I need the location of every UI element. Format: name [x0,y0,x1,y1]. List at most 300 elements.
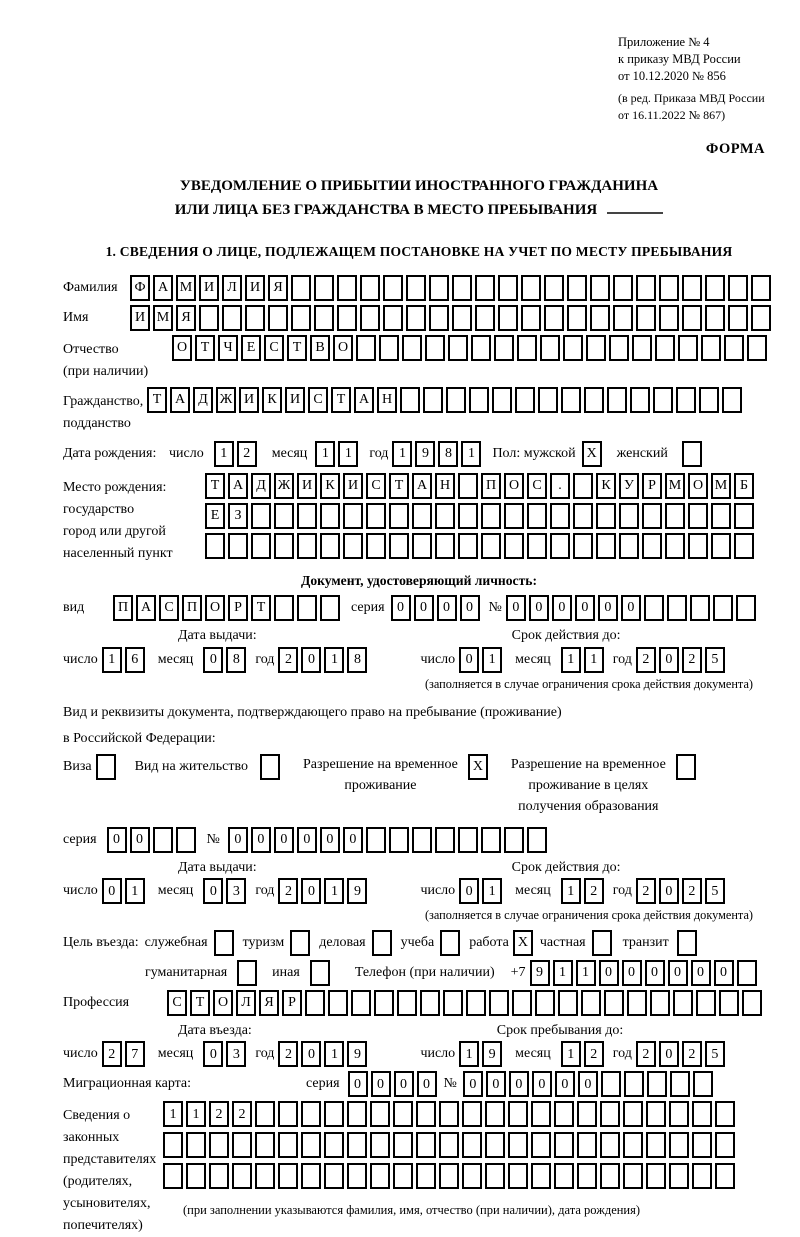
char-cell[interactable] [466,990,486,1016]
char-cell[interactable] [278,1163,298,1189]
char-cell[interactable]: 8 [438,441,458,467]
char-cell[interactable] [747,335,767,361]
char-cell[interactable]: . [550,473,570,499]
char-cell[interactable]: 9 [347,878,367,904]
char-cell[interactable] [481,827,501,853]
char-cell[interactable] [163,1132,183,1158]
char-cell[interactable] [448,335,468,361]
char-cell[interactable]: С [264,335,284,361]
char-cell[interactable] [670,1071,690,1097]
char-cell[interactable]: С [366,473,386,499]
char-cell[interactable] [324,1101,344,1127]
char-cell[interactable] [540,335,560,361]
char-cell[interactable] [715,1101,735,1127]
char-cell[interactable] [274,533,294,559]
char-cell[interactable] [343,503,363,529]
char-cell[interactable]: П [182,595,202,621]
char-cell[interactable]: Т [287,335,307,361]
char-cell[interactable] [705,275,725,301]
char-cell[interactable] [320,503,340,529]
char-cell[interactable] [310,960,330,986]
char-cell[interactable]: 3 [226,1041,246,1067]
char-cell[interactable]: 2 [232,1101,252,1127]
char-cell[interactable]: 2 [278,647,298,673]
char-cell[interactable] [504,533,524,559]
char-cell[interactable]: 1 [561,1041,581,1067]
char-cell[interactable]: 2 [682,1041,702,1067]
char-cell[interactable] [416,1101,436,1127]
char-cell[interactable] [278,1132,298,1158]
char-cell[interactable] [609,335,629,361]
char-cell[interactable]: П [113,595,133,621]
char-cell[interactable] [237,960,257,986]
char-cell[interactable] [435,533,455,559]
char-cell[interactable] [406,305,426,331]
char-cell[interactable] [561,387,581,413]
char-cell[interactable] [592,930,612,956]
char-cell[interactable]: 3 [226,878,246,904]
char-cell[interactable]: 0 [621,595,641,621]
char-cell[interactable] [360,305,380,331]
char-cell[interactable] [222,305,242,331]
char-cell[interactable]: X [582,441,602,467]
char-cell[interactable]: Я [259,990,279,1016]
char-cell[interactable] [305,990,325,1016]
char-cell[interactable]: З [228,503,248,529]
char-cell[interactable] [301,1132,321,1158]
char-cell[interactable] [504,503,524,529]
char-cell[interactable]: 0 [274,827,294,853]
char-cell[interactable] [544,305,564,331]
char-cell[interactable] [389,503,409,529]
char-cell[interactable]: Т [147,387,167,413]
char-cell[interactable]: 6 [125,647,145,673]
char-cell[interactable] [209,1163,229,1189]
char-cell[interactable]: С [167,990,187,1016]
char-cell[interactable]: 1 [214,441,234,467]
char-cell[interactable]: О [504,473,524,499]
char-cell[interactable]: 0 [659,647,679,673]
char-cell[interactable] [751,275,771,301]
char-cell[interactable] [669,1132,689,1158]
char-cell[interactable]: М [153,305,173,331]
char-cell[interactable]: 0 [107,827,127,853]
char-cell[interactable] [163,1163,183,1189]
char-cell[interactable] [274,503,294,529]
char-cell[interactable]: М [176,275,196,301]
char-cell[interactable] [692,1101,712,1127]
char-cell[interactable]: 0 [659,878,679,904]
char-cell[interactable] [734,533,754,559]
char-cell[interactable]: А [412,473,432,499]
char-cell[interactable] [508,1132,528,1158]
char-cell[interactable] [627,990,647,1016]
char-cell[interactable]: О [213,990,233,1016]
char-cell[interactable] [646,1163,666,1189]
char-cell[interactable] [328,990,348,1016]
char-cell[interactable]: В [310,335,330,361]
char-cell[interactable]: Т [331,387,351,413]
char-cell[interactable] [550,503,570,529]
char-cell[interactable]: 0 [599,960,619,986]
char-cell[interactable]: 9 [347,1041,367,1067]
char-cell[interactable] [701,335,721,361]
char-cell[interactable] [429,305,449,331]
char-cell[interactable] [245,305,265,331]
char-cell[interactable] [389,533,409,559]
char-cell[interactable] [669,1163,689,1189]
char-cell[interactable]: Ж [216,387,236,413]
char-cell[interactable] [567,275,587,301]
char-cell[interactable]: К [320,473,340,499]
char-cell[interactable]: 1 [163,1101,183,1127]
char-cell[interactable] [214,930,234,956]
char-cell[interactable] [688,533,708,559]
char-cell[interactable] [443,990,463,1016]
char-cell[interactable] [722,387,742,413]
char-cell[interactable] [255,1101,275,1127]
char-cell[interactable] [688,503,708,529]
char-cell[interactable] [485,1132,505,1158]
char-cell[interactable] [676,387,696,413]
char-cell[interactable] [475,275,495,301]
char-cell[interactable] [711,503,731,529]
char-cell[interactable] [370,1132,390,1158]
char-cell[interactable] [636,305,656,331]
char-cell[interactable] [343,533,363,559]
char-cell[interactable] [596,533,616,559]
char-cell[interactable]: 2 [584,878,604,904]
char-cell[interactable]: Д [193,387,213,413]
char-cell[interactable]: 1 [482,878,502,904]
char-cell[interactable] [462,1101,482,1127]
char-cell[interactable] [366,503,386,529]
char-cell[interactable] [573,533,593,559]
char-cell[interactable] [205,533,225,559]
char-cell[interactable]: С [159,595,179,621]
char-cell[interactable] [366,827,386,853]
char-cell[interactable]: 8 [347,647,367,673]
char-cell[interactable]: 1 [459,1041,479,1067]
char-cell[interactable] [423,387,443,413]
char-cell[interactable]: И [245,275,265,301]
char-cell[interactable] [527,503,547,529]
char-cell[interactable]: 1 [186,1101,206,1127]
char-cell[interactable] [563,335,583,361]
char-cell[interactable]: 1 [338,441,358,467]
char-cell[interactable] [581,990,601,1016]
char-cell[interactable]: 0 [203,647,223,673]
char-cell[interactable]: Я [268,275,288,301]
char-cell[interactable] [209,1132,229,1158]
char-cell[interactable] [642,533,662,559]
char-cell[interactable] [665,503,685,529]
char-cell[interactable]: 1 [584,647,604,673]
char-cell[interactable] [573,473,593,499]
char-cell[interactable] [372,930,392,956]
char-cell[interactable]: 0 [463,1071,483,1097]
char-cell[interactable] [458,533,478,559]
char-cell[interactable] [481,503,501,529]
char-cell[interactable] [644,595,664,621]
char-cell[interactable] [724,335,744,361]
char-cell[interactable]: 2 [636,647,656,673]
char-cell[interactable]: О [172,335,192,361]
char-cell[interactable] [512,990,532,1016]
char-cell[interactable] [393,1163,413,1189]
char-cell[interactable] [521,275,541,301]
char-cell[interactable]: 0 [459,878,479,904]
char-cell[interactable] [320,533,340,559]
char-cell[interactable]: 0 [645,960,665,986]
char-cell[interactable] [527,827,547,853]
char-cell[interactable] [251,503,271,529]
char-cell[interactable]: Л [222,275,242,301]
char-cell[interactable]: 2 [102,1041,122,1067]
char-cell[interactable] [462,1163,482,1189]
char-cell[interactable]: 2 [636,878,656,904]
char-cell[interactable]: 0 [659,1041,679,1067]
char-cell[interactable] [297,533,317,559]
char-cell[interactable]: 0 [391,595,411,621]
char-cell[interactable]: 9 [415,441,435,467]
char-cell[interactable]: 0 [486,1071,506,1097]
char-cell[interactable] [586,335,606,361]
char-cell[interactable]: 0 [555,1071,575,1097]
char-cell[interactable]: 0 [130,827,150,853]
char-cell[interactable] [515,387,535,413]
char-cell[interactable]: И [285,387,305,413]
char-cell[interactable] [665,533,685,559]
char-cell[interactable]: Н [435,473,455,499]
char-cell[interactable]: 2 [682,878,702,904]
char-cell[interactable]: 1 [102,647,122,673]
char-cell[interactable] [659,275,679,301]
char-cell[interactable]: 2 [237,441,257,467]
char-cell[interactable] [416,1163,436,1189]
char-cell[interactable] [719,990,739,1016]
char-cell[interactable]: 2 [278,1041,298,1067]
char-cell[interactable] [379,335,399,361]
char-cell[interactable]: Ч [218,335,238,361]
char-cell[interactable] [673,990,693,1016]
char-cell[interactable] [531,1163,551,1189]
char-cell[interactable] [504,827,524,853]
char-cell[interactable]: 0 [578,1071,598,1097]
char-cell[interactable] [260,754,280,780]
char-cell[interactable] [715,1163,735,1189]
char-cell[interactable] [590,305,610,331]
char-cell[interactable]: 0 [529,595,549,621]
char-cell[interactable] [682,441,702,467]
char-cell[interactable]: 0 [297,827,317,853]
char-cell[interactable] [370,1101,390,1127]
char-cell[interactable] [693,1071,713,1097]
char-cell[interactable] [607,387,627,413]
char-cell[interactable]: И [199,275,219,301]
char-cell[interactable] [370,1163,390,1189]
char-cell[interactable]: 0 [348,1071,368,1097]
char-cell[interactable] [337,275,357,301]
char-cell[interactable] [653,387,673,413]
char-cell[interactable]: 0 [228,827,248,853]
char-cell[interactable] [682,275,702,301]
char-cell[interactable] [429,275,449,301]
char-cell[interactable] [573,503,593,529]
char-cell[interactable] [439,1132,459,1158]
char-cell[interactable]: 0 [320,827,340,853]
char-cell[interactable] [232,1163,252,1189]
char-cell[interactable]: О [333,335,353,361]
char-cell[interactable] [462,1132,482,1158]
char-cell[interactable] [676,754,696,780]
char-cell[interactable]: 0 [394,1071,414,1097]
char-cell[interactable]: 0 [343,827,363,853]
char-cell[interactable] [647,1071,667,1097]
char-cell[interactable]: 0 [437,595,457,621]
char-cell[interactable] [728,305,748,331]
char-cell[interactable] [554,1101,574,1127]
char-cell[interactable] [186,1163,206,1189]
char-cell[interactable] [393,1132,413,1158]
char-cell[interactable]: 9 [530,960,550,986]
char-cell[interactable] [677,930,697,956]
char-cell[interactable] [393,1101,413,1127]
char-cell[interactable]: А [153,275,173,301]
char-cell[interactable]: X [513,930,533,956]
char-cell[interactable] [446,387,466,413]
char-cell[interactable]: Ф [130,275,150,301]
char-cell[interactable] [696,990,716,1016]
char-cell[interactable]: 7 [125,1041,145,1067]
char-cell[interactable]: Б [734,473,754,499]
char-cell[interactable]: 0 [371,1071,391,1097]
char-cell[interactable]: 0 [691,960,711,986]
char-cell[interactable] [485,1163,505,1189]
char-cell[interactable] [531,1101,551,1127]
char-cell[interactable] [711,533,731,559]
char-cell[interactable]: О [688,473,708,499]
char-cell[interactable]: 0 [714,960,734,986]
char-cell[interactable] [678,335,698,361]
char-cell[interactable] [439,1163,459,1189]
char-cell[interactable] [690,595,710,621]
char-cell[interactable] [624,1071,644,1097]
char-cell[interactable] [389,827,409,853]
char-cell[interactable] [577,1163,597,1189]
char-cell[interactable] [481,533,501,559]
char-cell[interactable]: Т [195,335,215,361]
char-cell[interactable]: Ж [274,473,294,499]
char-cell[interactable] [290,930,310,956]
char-cell[interactable] [613,275,633,301]
char-cell[interactable]: Л [236,990,256,1016]
char-cell[interactable] [425,335,445,361]
char-cell[interactable]: 1 [315,441,335,467]
char-cell[interactable] [360,275,380,301]
char-cell[interactable]: Т [389,473,409,499]
char-cell[interactable]: 5 [705,878,725,904]
char-cell[interactable] [274,595,294,621]
char-cell[interactable] [577,1132,597,1158]
char-cell[interactable]: 0 [251,827,271,853]
char-cell[interactable]: У [619,473,639,499]
char-cell[interactable] [742,990,762,1016]
char-cell[interactable]: 2 [278,878,298,904]
char-cell[interactable] [736,595,756,621]
char-cell[interactable]: И [239,387,259,413]
char-cell[interactable]: М [711,473,731,499]
char-cell[interactable] [351,990,371,1016]
char-cell[interactable] [669,1101,689,1127]
char-cell[interactable] [228,533,248,559]
char-cell[interactable]: А [354,387,374,413]
char-cell[interactable] [297,503,317,529]
char-cell[interactable] [550,533,570,559]
char-cell[interactable] [734,503,754,529]
char-cell[interactable] [538,387,558,413]
char-cell[interactable] [692,1132,712,1158]
char-cell[interactable]: Т [205,473,225,499]
char-cell[interactable] [314,305,334,331]
char-cell[interactable]: Р [228,595,248,621]
char-cell[interactable] [596,503,616,529]
char-cell[interactable] [176,827,196,853]
char-cell[interactable] [439,1101,459,1127]
char-cell[interactable] [301,1163,321,1189]
char-cell[interactable] [494,335,514,361]
char-cell[interactable] [567,305,587,331]
char-cell[interactable] [412,533,432,559]
char-cell[interactable] [600,1163,620,1189]
char-cell[interactable] [699,387,719,413]
char-cell[interactable] [682,305,702,331]
char-cell[interactable] [619,533,639,559]
char-cell[interactable] [713,595,733,621]
char-cell[interactable] [659,305,679,331]
char-cell[interactable]: 0 [301,878,321,904]
char-cell[interactable]: А [136,595,156,621]
char-cell[interactable] [650,990,670,1016]
char-cell[interactable] [374,990,394,1016]
char-cell[interactable]: 9 [482,1041,502,1067]
char-cell[interactable]: Е [241,335,261,361]
char-cell[interactable] [471,335,491,361]
char-cell[interactable] [314,275,334,301]
char-cell[interactable]: 0 [203,1041,223,1067]
char-cell[interactable] [632,335,652,361]
char-cell[interactable]: 1 [561,647,581,673]
char-cell[interactable] [347,1132,367,1158]
char-cell[interactable] [255,1163,275,1189]
char-cell[interactable] [420,990,440,1016]
char-cell[interactable] [416,1132,436,1158]
char-cell[interactable] [485,1101,505,1127]
char-cell[interactable]: 1 [482,647,502,673]
char-cell[interactable] [521,305,541,331]
char-cell[interactable] [531,1132,551,1158]
char-cell[interactable]: 0 [575,595,595,621]
char-cell[interactable]: 0 [622,960,642,986]
char-cell[interactable] [412,503,432,529]
char-cell[interactable] [458,503,478,529]
char-cell[interactable] [646,1101,666,1127]
char-cell[interactable]: И [130,305,150,331]
char-cell[interactable] [642,503,662,529]
char-cell[interactable] [535,990,555,1016]
char-cell[interactable]: 2 [636,1041,656,1067]
char-cell[interactable]: 8 [226,647,246,673]
